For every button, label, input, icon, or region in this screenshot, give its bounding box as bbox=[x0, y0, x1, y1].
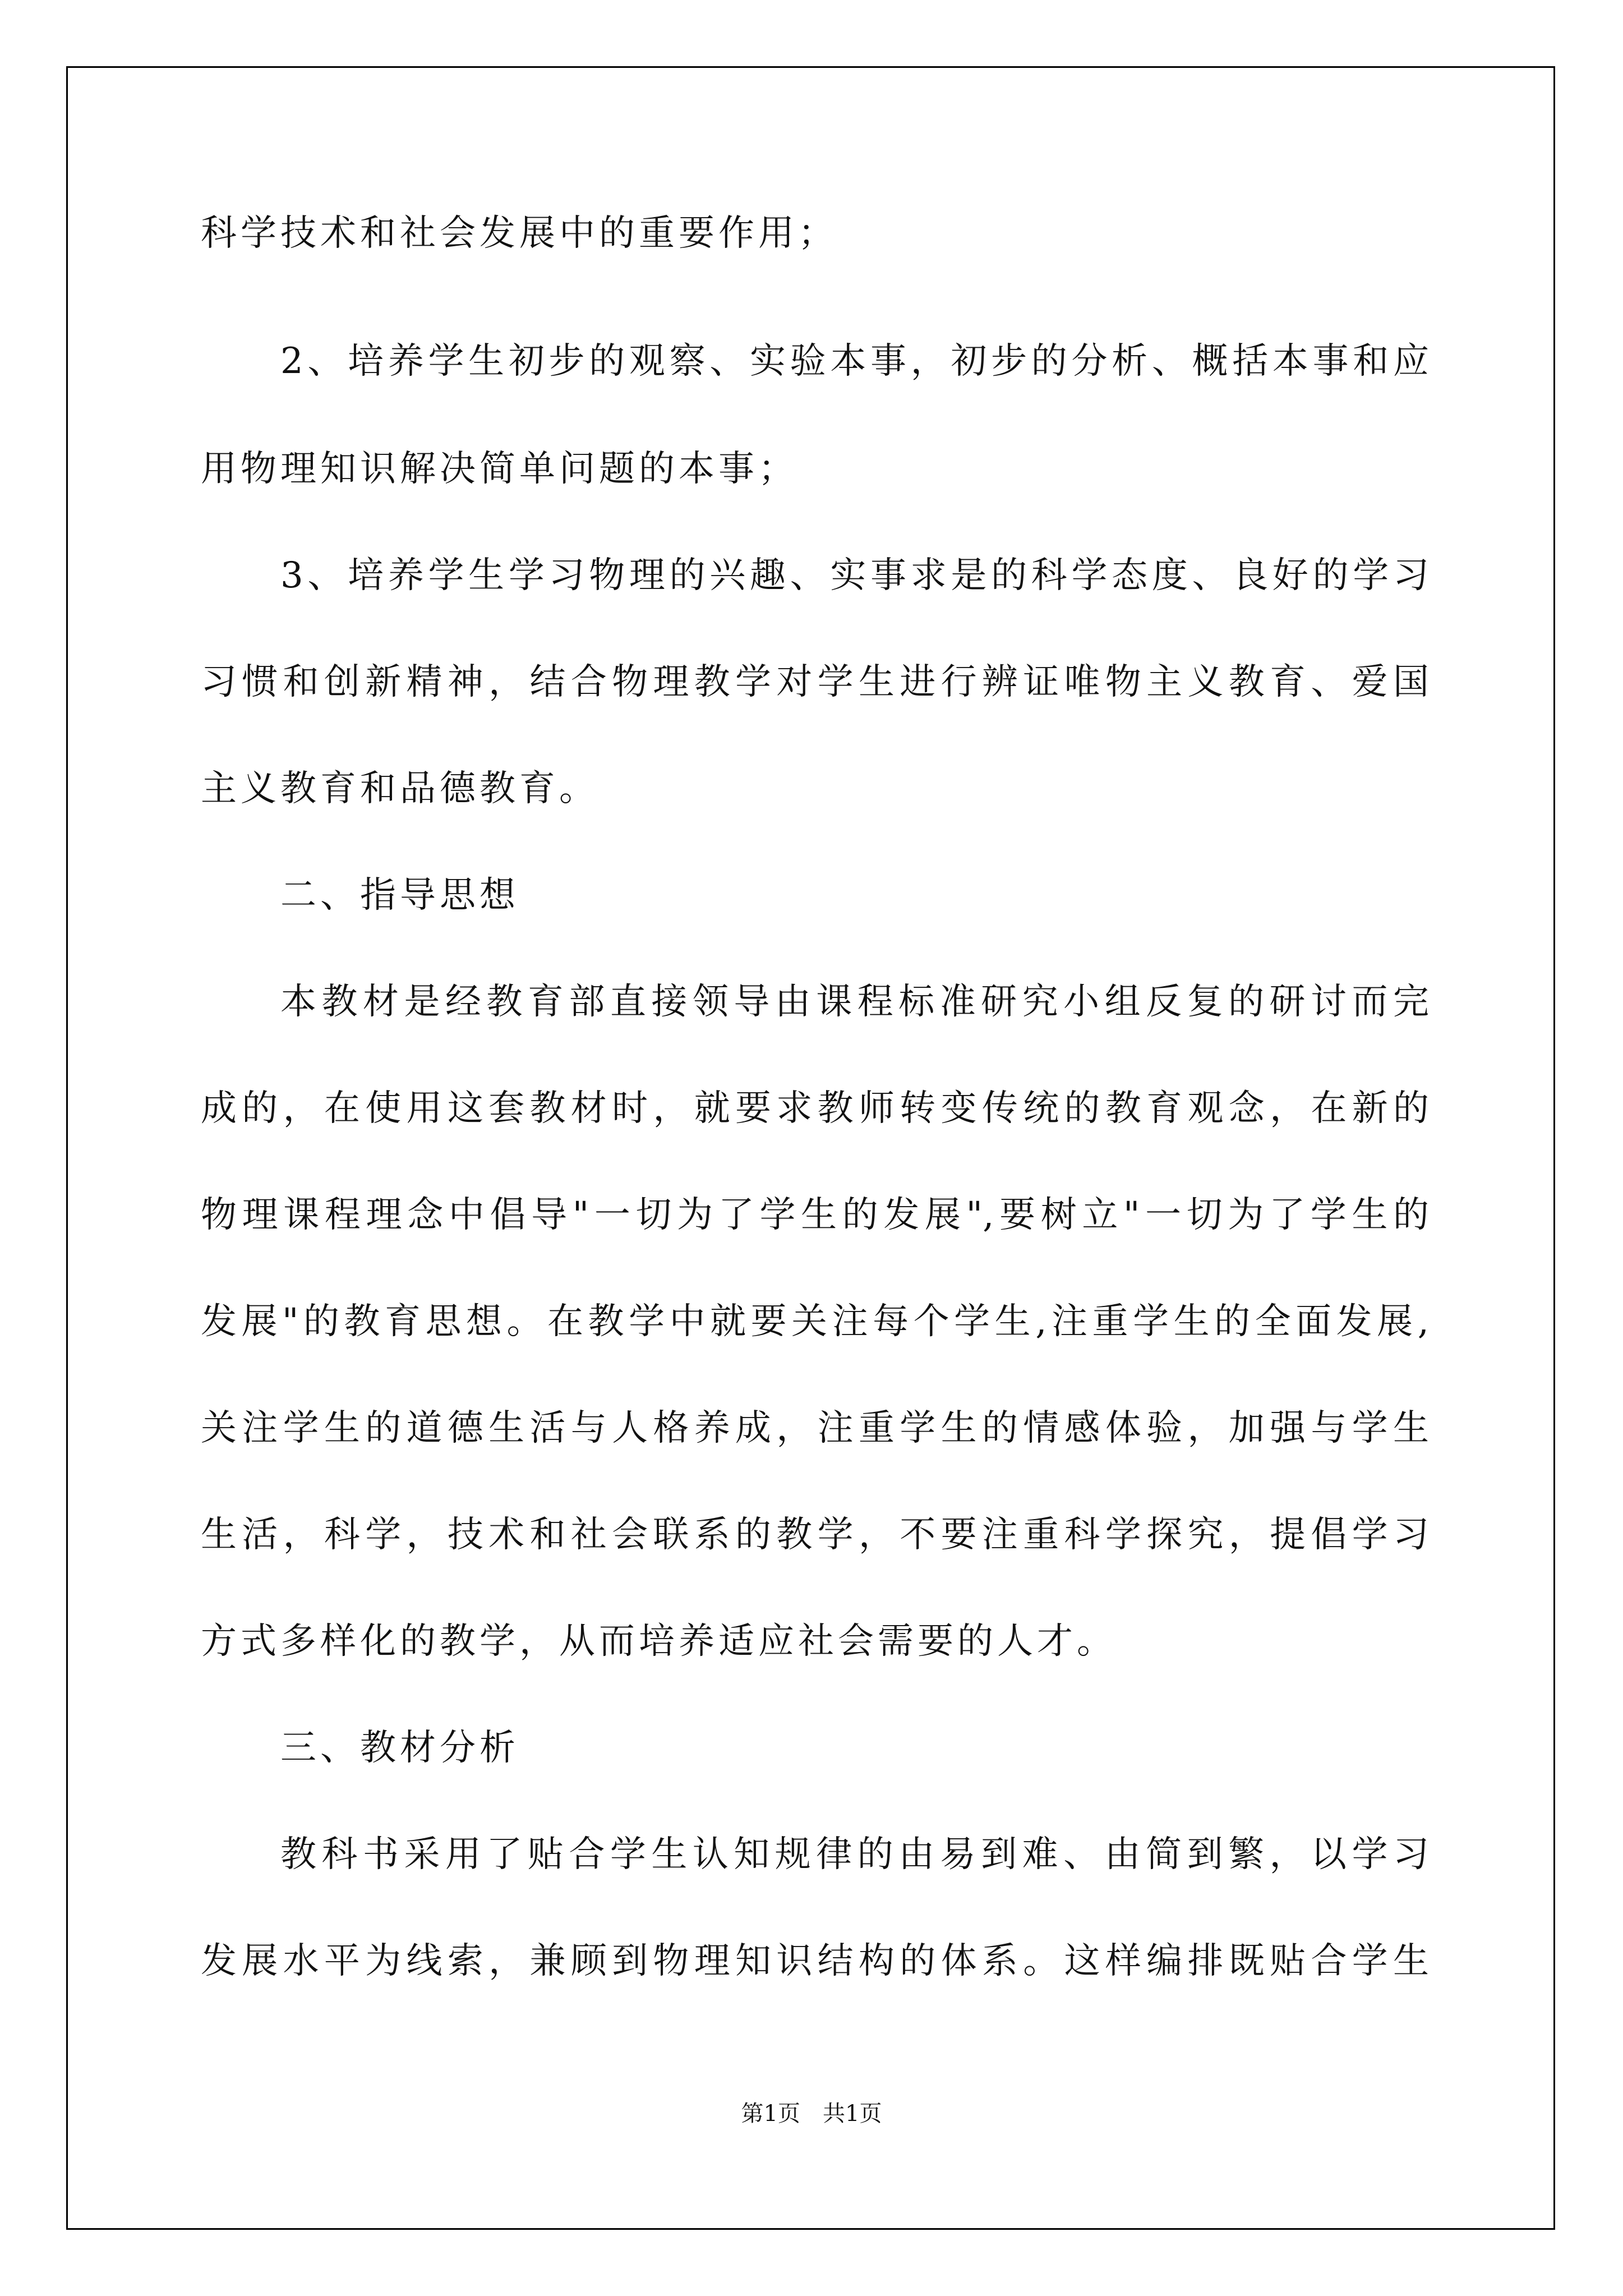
text-line: 成的，在使用这套教材时，就要求教师转变传统的教育观念，在新的 bbox=[201, 1088, 1429, 1129]
text-line: 3、培养学生学习物理的兴趣、实事求是的科学态度、良好的学习 bbox=[280, 555, 1429, 596]
text-line: 生活，科学，技术和社会联系的教学，不要注重科学探究，提倡学习 bbox=[201, 1514, 1429, 1556]
text-line: 2、培养学生初步的观察、实验本事，初步的分析、概括本事和应 bbox=[280, 341, 1429, 382]
text-line: 科学技术和社会发展中的重要作用； bbox=[201, 213, 838, 254]
page-footer: 第1页 共1页 bbox=[741, 2101, 882, 2127]
section-heading: 三、教材分析 bbox=[280, 1727, 519, 1769]
text-line: 用物理知识解决简单问题的本事； bbox=[201, 448, 798, 490]
text-line: 习惯和创新精神，结合物理教学对学生进行辨证唯物主义教育、爱国 bbox=[201, 661, 1429, 703]
text-line: 方式多样化的教学，从而培养适应社会需要的人才。 bbox=[201, 1621, 1117, 1662]
text-line: 发展水平为线索，兼顾到物理知识结构的体系。这样编排既贴合学生 bbox=[201, 1940, 1429, 1982]
text-line: 物理课程理念中倡导"一切为了学生的发展",要树立"一切为了学生的 bbox=[201, 1194, 1429, 1236]
text-line: 教科书采用了贴合学生认知规律的由易到难、由简到繁，以学习 bbox=[280, 1834, 1429, 1875]
section-heading: 二、指导思想 bbox=[280, 875, 519, 916]
text-line: 发展"的教育思想。在教学中就要关注每个学生,注重学生的全面发展, bbox=[201, 1301, 1429, 1342]
text-line: 关注学生的道德生活与人格养成，注重学生的情感体验，加强与学生 bbox=[201, 1407, 1429, 1449]
text-line: 本教材是经教育部直接领导由课程标准研究小组反复的研讨而完 bbox=[280, 981, 1429, 1023]
page-border bbox=[66, 66, 1555, 2230]
text-line: 主义教育和品德教育。 bbox=[201, 768, 599, 809]
